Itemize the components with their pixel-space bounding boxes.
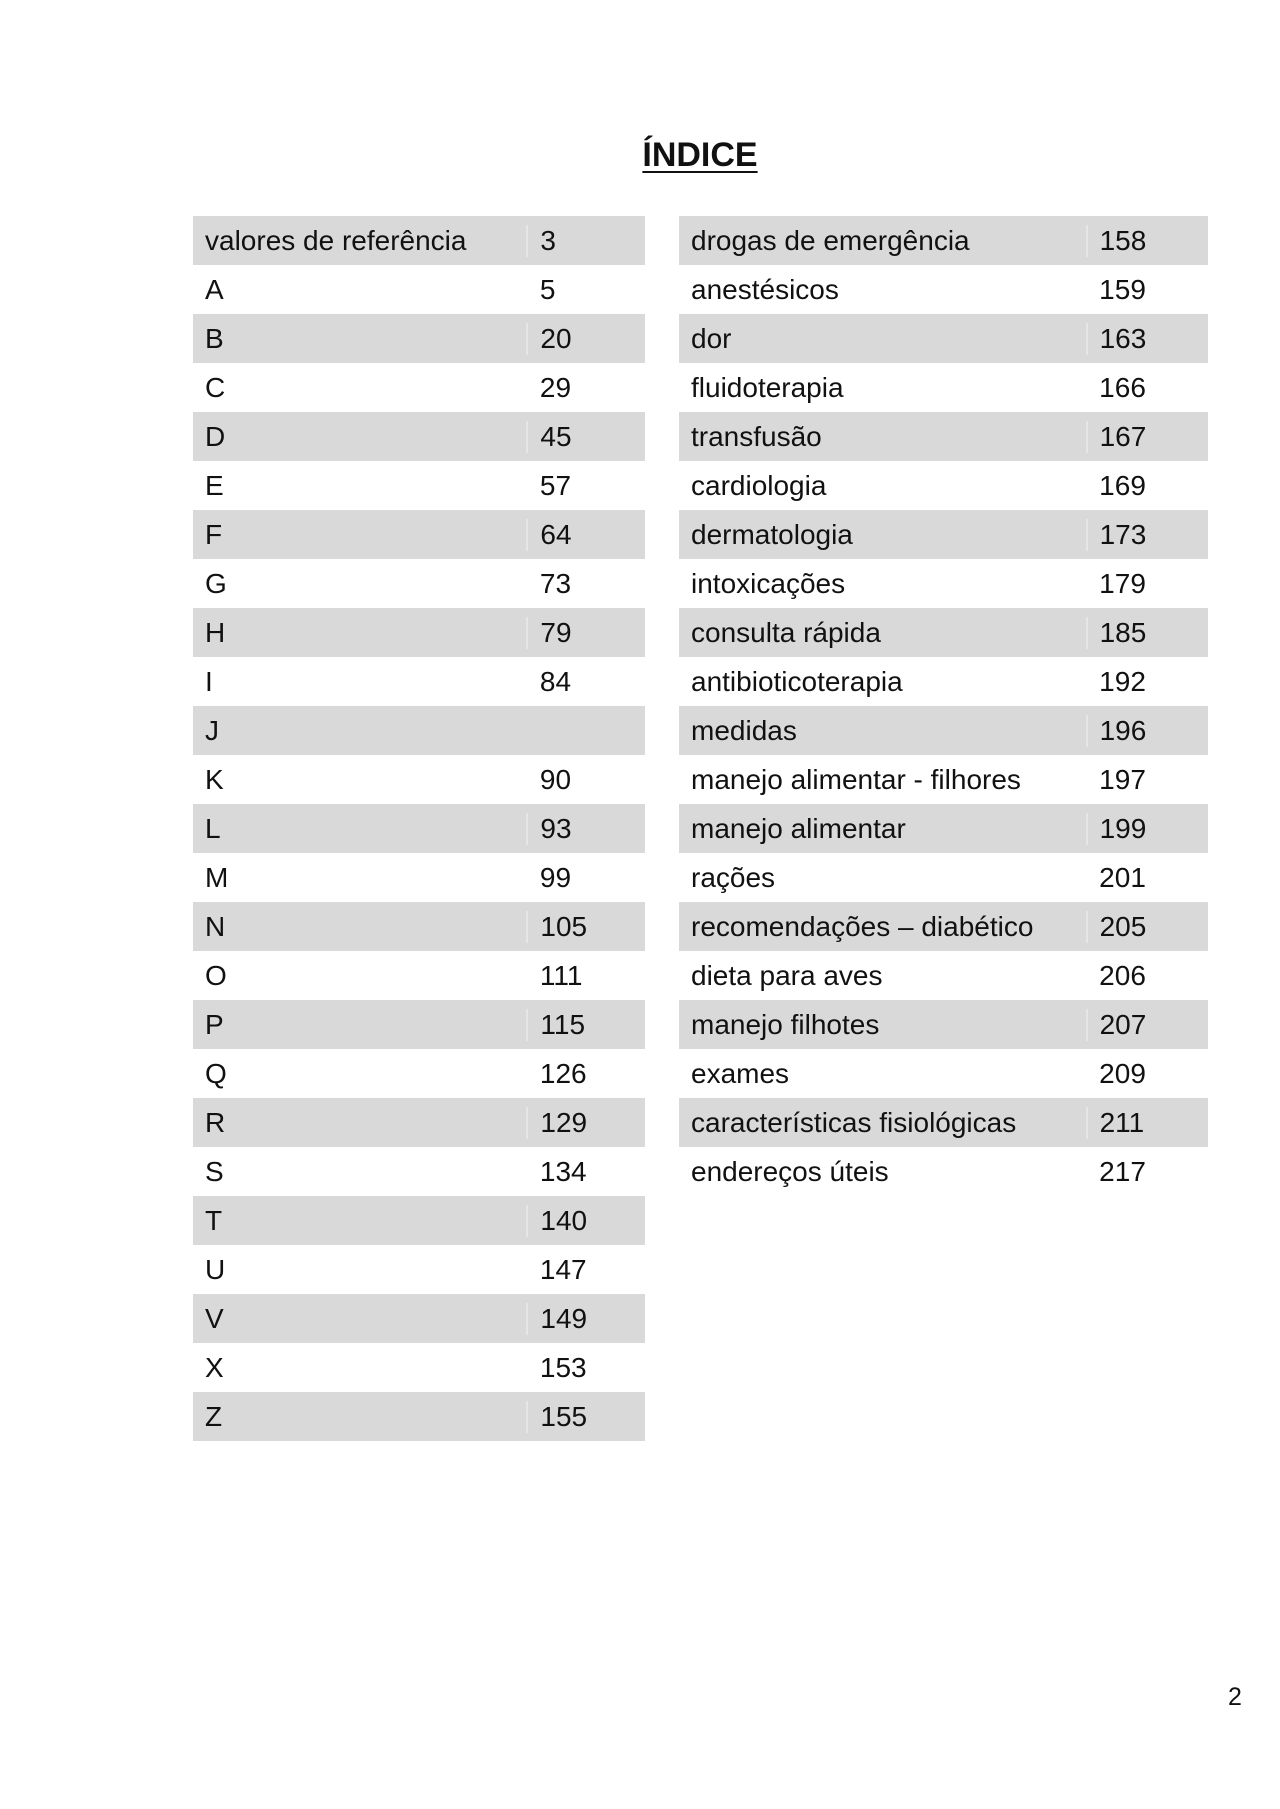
index-page: 196 xyxy=(1086,715,1208,747)
index-row xyxy=(193,755,645,804)
index-page: 205 xyxy=(1086,911,1208,943)
index-page: 79 xyxy=(526,617,645,649)
index-page: 140 xyxy=(526,1205,645,1237)
index-label: P xyxy=(205,1008,224,1040)
index-label: rações xyxy=(691,861,776,893)
index-row xyxy=(679,804,1208,853)
index-label: V xyxy=(205,1302,224,1334)
index-row xyxy=(679,755,1208,804)
index-label: B xyxy=(205,322,224,354)
index-page: 207 xyxy=(1086,1009,1208,1041)
index-page: 105 xyxy=(526,911,645,943)
index-page: 3 xyxy=(526,225,645,257)
index-row xyxy=(193,412,645,461)
index-label: manejo filhotes xyxy=(691,1008,880,1040)
index-row xyxy=(679,902,1208,951)
index-label: intoxicações xyxy=(691,567,846,599)
index-table-left xyxy=(193,216,645,1441)
index-page: 169 xyxy=(1099,469,1146,501)
index-label: dieta para aves xyxy=(691,959,883,991)
index-page: 192 xyxy=(1099,665,1146,697)
index-label: manejo alimentar xyxy=(691,812,906,844)
index-page: 147 xyxy=(539,1253,587,1285)
index-label: dermatologia xyxy=(691,518,853,550)
index-label: antibioticoterapia xyxy=(691,665,903,697)
index-label: H xyxy=(205,616,226,648)
index-page: 179 xyxy=(1099,567,1146,599)
index-row xyxy=(193,804,645,853)
index-row xyxy=(679,1098,1208,1147)
index-row xyxy=(193,1147,645,1196)
index-row xyxy=(193,510,645,559)
index-label: anestésicos xyxy=(691,273,839,305)
index-row xyxy=(679,265,1208,314)
index-row xyxy=(679,1147,1208,1196)
index-label: N xyxy=(205,910,226,942)
index-label: M xyxy=(205,861,229,893)
index-page: 129 xyxy=(526,1107,645,1139)
index-page: 84 xyxy=(539,665,572,697)
index-page: 45 xyxy=(526,421,645,453)
index-page: 199 xyxy=(1086,813,1208,845)
index-page: 64 xyxy=(526,519,645,551)
index-row xyxy=(193,657,645,706)
index-label: X xyxy=(205,1351,224,1383)
index-label: características fisiológicas xyxy=(691,1106,1017,1138)
index-page: 209 xyxy=(1099,1057,1146,1089)
index-row xyxy=(679,216,1208,265)
index-page: 90 xyxy=(539,763,572,795)
index-row xyxy=(193,1245,645,1294)
index-row xyxy=(679,608,1208,657)
index-page: 57 xyxy=(539,469,572,501)
index-page: 73 xyxy=(539,567,572,599)
index-label: recomendações – diabético xyxy=(691,910,1034,942)
index-row xyxy=(193,1000,645,1049)
index-row xyxy=(193,314,645,363)
index-label: U xyxy=(205,1253,226,1285)
index-page: 173 xyxy=(1086,519,1208,551)
index-label: G xyxy=(205,567,227,599)
index-page: 217 xyxy=(1099,1155,1146,1187)
index-page: 115 xyxy=(526,1009,645,1041)
index-row xyxy=(193,902,645,951)
index-label: S xyxy=(205,1155,224,1187)
index-row xyxy=(193,1196,645,1245)
index-row xyxy=(679,657,1208,706)
index-row xyxy=(679,853,1208,902)
index-row xyxy=(193,1343,645,1392)
index-label: C xyxy=(205,371,226,403)
index-page: 134 xyxy=(539,1155,587,1187)
page-number: 2 xyxy=(1228,1683,1242,1711)
index-row xyxy=(679,412,1208,461)
index-label: exames xyxy=(691,1057,790,1089)
index-label: consulta rápida xyxy=(691,616,881,648)
index-row xyxy=(679,363,1208,412)
index-row xyxy=(193,363,645,412)
index-page: 206 xyxy=(1099,959,1146,991)
index-row xyxy=(679,706,1208,755)
index-label: L xyxy=(205,812,221,844)
index-row xyxy=(193,706,645,755)
index-page: 167 xyxy=(1086,421,1208,453)
index-label: Q xyxy=(205,1057,227,1089)
index-row xyxy=(679,1049,1208,1098)
index-page: 149 xyxy=(526,1303,645,1335)
index-row xyxy=(193,1098,645,1147)
index-row xyxy=(193,216,645,265)
index-page: 5 xyxy=(539,273,556,305)
index-label: J xyxy=(205,714,219,746)
index-page: 20 xyxy=(526,323,645,355)
index-label: cardiologia xyxy=(691,469,827,501)
index-page: 185 xyxy=(1086,617,1208,649)
index-page: 158 xyxy=(1086,225,1208,257)
index-label: T xyxy=(205,1204,223,1236)
index-page: 211 xyxy=(1086,1107,1208,1139)
index-page: 111 xyxy=(539,959,583,991)
index-row xyxy=(679,559,1208,608)
index-page: 126 xyxy=(539,1057,587,1089)
index-label: E xyxy=(205,469,224,501)
index-row xyxy=(193,559,645,608)
index-row xyxy=(193,853,645,902)
index-row xyxy=(679,510,1208,559)
index-row xyxy=(679,314,1208,363)
index-table-right xyxy=(679,216,1208,1196)
index-label: drogas de emergência xyxy=(691,224,970,256)
index-page: 166 xyxy=(1099,371,1146,403)
index-label: medidas xyxy=(691,714,797,746)
index-label: D xyxy=(205,420,226,452)
index-row xyxy=(193,951,645,1000)
index-row xyxy=(679,1000,1208,1049)
index-row xyxy=(193,1049,645,1098)
index-label: I xyxy=(205,665,213,697)
page-title: ÍNDICE xyxy=(642,136,758,174)
index-label: K xyxy=(205,763,224,795)
index-label: fluidoterapia xyxy=(691,371,844,403)
index-page: 153 xyxy=(539,1351,587,1383)
index-label: manejo alimentar - filhores xyxy=(691,763,1021,795)
index-label: R xyxy=(205,1106,226,1138)
index-page: 163 xyxy=(1086,323,1208,355)
index-page: 197 xyxy=(1099,763,1146,795)
index-label: dor xyxy=(691,322,732,354)
index-row xyxy=(679,951,1208,1000)
index-page: 93 xyxy=(526,813,645,845)
index-label: endereços úteis xyxy=(691,1155,889,1187)
index-label: transfusão xyxy=(691,420,822,452)
index-label: valores de referência xyxy=(205,224,467,256)
index-row xyxy=(193,1392,645,1441)
index-label: A xyxy=(205,273,224,305)
index-page: 99 xyxy=(539,861,572,893)
index-page: 159 xyxy=(1099,273,1146,305)
index-label: F xyxy=(205,518,223,550)
index-row xyxy=(193,461,645,510)
index-page: 29 xyxy=(539,371,572,403)
index-page: 201 xyxy=(1099,861,1146,893)
index-label: O xyxy=(205,959,227,991)
index-row xyxy=(193,1294,645,1343)
index-page: 155 xyxy=(526,1401,645,1433)
index-row xyxy=(193,608,645,657)
index-row xyxy=(193,265,645,314)
index-row xyxy=(679,461,1208,510)
index-label: Z xyxy=(205,1400,223,1432)
